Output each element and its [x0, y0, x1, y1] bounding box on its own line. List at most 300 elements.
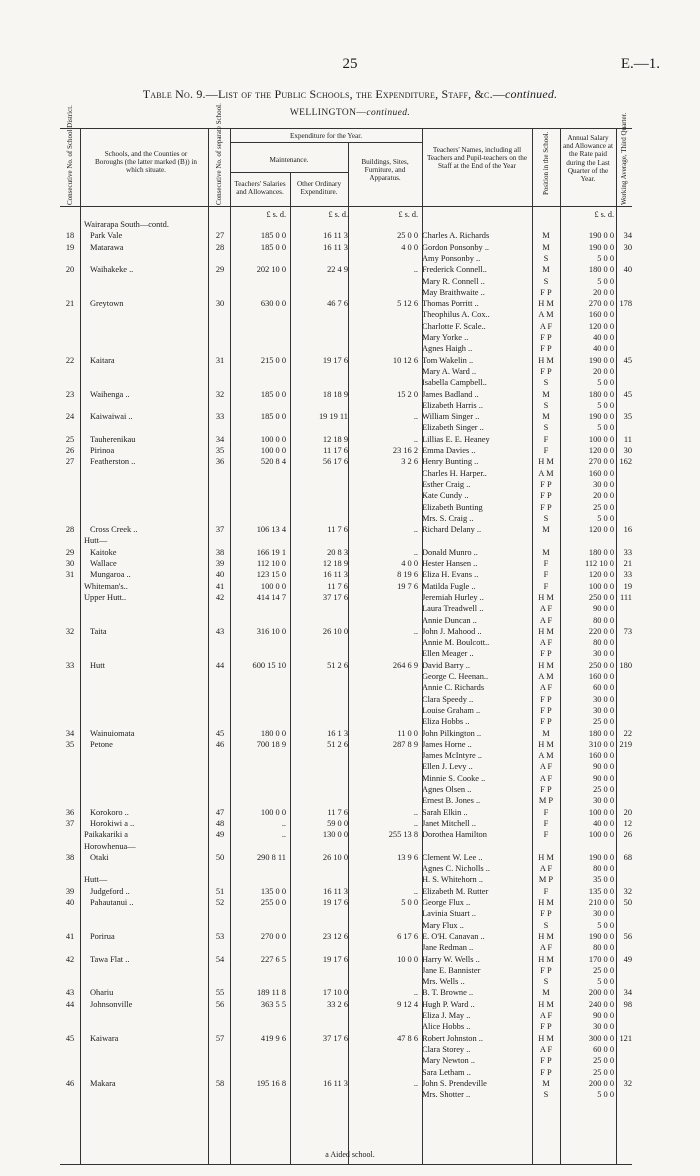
buildings-cell: ..	[413, 818, 418, 828]
teacher-name: Elizabeth Bunting	[422, 502, 483, 512]
buildings-cell: 255 13 8	[388, 830, 418, 840]
buildings-cell: 287 8 9	[392, 739, 418, 749]
annual-salary-cell: 120 0 0	[588, 525, 614, 535]
position-cell: F P	[540, 717, 552, 727]
school-name: Wallace	[90, 559, 117, 568]
position-cell: F	[543, 807, 549, 817]
table-row	[60, 932, 632, 942]
position-cell: M P	[538, 875, 554, 885]
working-average-cell: 45	[623, 355, 632, 365]
annual-salary-cell: 135 0 0	[588, 886, 614, 896]
annual-salary-cell: 30 0 0	[593, 694, 614, 704]
teacher-name: Mary Yorke ..	[422, 333, 469, 342]
working-average-cell: 45	[623, 389, 632, 399]
annual-salary-cell: 80 0 0	[593, 943, 614, 953]
working-average-cell: 178	[619, 299, 632, 309]
table-title	[0, 87, 700, 102]
table-row	[60, 864, 632, 874]
teacher-name: Eliza H. Evans ..	[422, 570, 479, 580]
other-expenditure-cell: 59 0 0	[327, 818, 348, 828]
school-name: Park Vale	[90, 231, 123, 241]
teacher-name: Mrs. Wells ..	[422, 977, 465, 987]
position-cell: F	[543, 886, 549, 896]
buildings-cell: 10 12 6	[392, 355, 418, 365]
buildings-cell: 13 9 6	[397, 852, 418, 862]
teacher-name: George Flux ..	[422, 898, 471, 907]
district-name: WELLINGTON—	[289, 108, 367, 118]
salaries-cell: 100 0 0	[260, 434, 286, 444]
district-number: 25	[65, 434, 75, 444]
other-expenditure-cell: 20 8 3	[327, 547, 348, 557]
separate-school-number: 38	[215, 547, 225, 557]
table-row	[60, 830, 632, 840]
annual-salary-cell: 220 0 0	[588, 626, 614, 636]
teacher-name: James McIntyre ..	[422, 751, 483, 761]
header-salaries: Teachers' Salaries and Allowances.	[234, 180, 286, 197]
table-row	[60, 717, 632, 727]
working-average-cell: 49	[623, 954, 632, 964]
annual-salary-cell: 5 0 0	[597, 1090, 614, 1100]
working-average-cell: 50	[623, 898, 632, 907]
table-row	[60, 536, 632, 546]
table-row	[60, 322, 632, 332]
position-cell: H M	[538, 299, 554, 309]
school-name: Waihenga ..	[90, 389, 130, 399]
position-cell: H M	[538, 355, 554, 365]
teacher-name: E. O'H. Canavan ..	[422, 931, 485, 941]
teacher-name: Elizabeth Harris ..	[422, 400, 483, 410]
salaries-cell: ..	[281, 830, 286, 840]
buildings-cell: 4 0 0	[401, 242, 418, 252]
annual-salary-cell: 5 0 0	[597, 253, 614, 263]
teacher-name: Frederick Connell..	[422, 265, 487, 275]
buildings-cell: ..	[413, 412, 418, 422]
annual-salary-cell: 100 0 0	[588, 807, 614, 817]
header-bottom-rule	[60, 206, 632, 207]
table-row	[60, 435, 632, 445]
teacher-name: Gordon Ponsonby ..	[422, 242, 490, 252]
school-name: Korokoro ..	[90, 807, 129, 817]
table-row	[60, 277, 632, 287]
position-cell: A M	[538, 468, 554, 478]
position-cell: A F	[539, 773, 553, 783]
other-expenditure-cell: 33 2 6	[327, 999, 348, 1009]
working-average-cell: 111	[620, 592, 632, 602]
other-expenditure-cell: 12 18 9	[322, 434, 348, 444]
annual-salary-cell: 90 0 0	[593, 1011, 614, 1020]
table-row	[60, 706, 632, 716]
other-expenditure-cell: 16 11 3	[323, 1078, 348, 1088]
teacher-name: Annie Duncan ..	[422, 615, 477, 625]
annual-salary-cell: 120 0 0	[588, 446, 614, 455]
teacher-name: James Badland ..	[422, 389, 479, 399]
separate-school-number: 27	[215, 231, 225, 241]
table-row	[60, 401, 632, 411]
separate-school-number: 42	[215, 592, 225, 602]
table-row	[60, 1034, 632, 1044]
working-average-cell: 30	[623, 242, 632, 252]
table-row	[60, 695, 632, 705]
position-cell: A M	[538, 672, 554, 681]
position-cell: A F	[539, 1011, 553, 1020]
salaries-cell: 520 8 4	[260, 457, 286, 467]
table-row	[60, 469, 632, 479]
separate-school-number: 46	[215, 739, 225, 749]
maintenance-rule	[230, 172, 348, 173]
other-expenditure-cell: 26 10 0	[322, 626, 348, 636]
teacher-name: Charles H. Harper..	[422, 468, 487, 478]
unit-annual: £ s. d.	[594, 210, 614, 219]
teacher-name: Ellen Meager ..	[422, 649, 474, 659]
table-row	[60, 661, 632, 671]
table-row	[60, 356, 632, 366]
school-name: Hutt—	[84, 875, 108, 885]
table-row	[60, 231, 632, 241]
working-average-cell: 180	[619, 660, 632, 670]
table-row	[60, 570, 632, 580]
header-teachers: Teachers' Names, including all Teachers and Pupil-teachers on the Staff at the End of the Year	[426, 146, 528, 171]
position-cell: F P	[540, 287, 552, 297]
annual-salary-cell: 90 0 0	[593, 773, 614, 783]
annual-salary-cell: 190 0 0	[588, 231, 614, 241]
position-cell: H M	[538, 739, 554, 749]
position-cell: F P	[540, 705, 552, 715]
buildings-cell: 4 0 0	[401, 559, 418, 568]
buildings-cell: ..	[413, 988, 418, 998]
salaries-cell: 316 10 0	[256, 626, 286, 636]
annual-salary-cell: 5 0 0	[597, 513, 614, 523]
annual-salary-cell: 310 0 0	[588, 739, 614, 749]
table-row	[60, 503, 632, 513]
annual-salary-cell: 60 0 0	[593, 683, 614, 693]
units-row	[60, 210, 632, 220]
salaries-cell: 185 0 0	[260, 231, 286, 241]
other-expenditure-cell: 22 4 9	[327, 265, 348, 275]
separate-school-number: 43	[215, 626, 225, 636]
table-row	[60, 412, 632, 422]
teacher-name: Clara Storey ..	[422, 1044, 471, 1054]
teacher-name: Laura Treadwell ..	[422, 604, 484, 614]
position-cell: H M	[538, 1033, 554, 1043]
table-row	[60, 310, 632, 320]
separate-school-number: 55	[215, 988, 225, 998]
working-average-cell: 35	[623, 412, 632, 422]
buildings-cell: 15 2 0	[397, 389, 418, 399]
annual-salary-cell: 25 0 0	[593, 1067, 614, 1077]
teacher-name: Hugh P. Ward ..	[422, 999, 475, 1009]
table-title-tail: continued.	[504, 87, 558, 101]
annual-salary-cell: 80 0 0	[593, 638, 614, 648]
separate-school-number: 47	[215, 807, 225, 817]
other-expenditure-cell: 37 17 6	[322, 1033, 348, 1043]
position-cell: H M	[538, 592, 554, 602]
table-row	[60, 943, 632, 953]
position-cell: M	[542, 242, 550, 252]
other-expenditure-cell: 17 10 0	[322, 988, 348, 998]
other-expenditure-cell: 19 17 6	[322, 355, 348, 365]
teacher-name: Matilda Fugle ..	[422, 581, 476, 591]
annual-salary-cell: 20 0 0	[593, 366, 614, 376]
table-row	[60, 977, 632, 987]
teacher-name: Agnes C. Nicholls ..	[422, 864, 490, 874]
position-cell: A F	[539, 864, 553, 874]
district-number: 39	[65, 886, 75, 896]
table-row	[60, 819, 632, 829]
working-average-cell: 32	[623, 1078, 632, 1088]
table-row	[60, 751, 632, 761]
district-number: 33	[65, 660, 75, 670]
separate-school-number: 31	[215, 355, 225, 365]
unit-salaries: £ s. d.	[266, 210, 286, 219]
district-title	[0, 108, 700, 118]
salaries-cell: 100 0 0	[260, 807, 286, 817]
buildings-cell: 19 7 6	[397, 581, 418, 591]
district-number: 35	[65, 739, 75, 749]
school-name: Kaitara	[90, 355, 115, 365]
separate-school-number: 52	[215, 898, 225, 907]
table-row	[60, 390, 632, 400]
buildings-cell: ..	[413, 525, 418, 535]
teacher-name: May Braithwaite ..	[422, 287, 485, 297]
buildings-cell: ..	[413, 1078, 418, 1088]
position-cell: F	[543, 559, 549, 568]
annual-salary-cell: 25 0 0	[593, 785, 614, 794]
district-number: 37	[65, 818, 75, 828]
table-row	[60, 796, 632, 806]
position-cell: M	[542, 389, 550, 399]
position-cell: F P	[540, 344, 552, 354]
salaries-cell: 166 19 1	[256, 547, 286, 557]
buildings-cell: 5 0 0	[401, 898, 418, 907]
teacher-name: Alice Hobbs ..	[422, 1022, 471, 1032]
salaries-cell: 270 0 0	[260, 931, 286, 941]
teacher-name: Jeremiah Hurley ..	[422, 592, 484, 602]
annual-salary-cell: 180 0 0	[588, 547, 614, 557]
other-expenditure-cell: 12 18 9	[322, 559, 348, 568]
table-row	[60, 491, 632, 501]
annual-salary-cell: 100 0 0	[588, 581, 614, 591]
working-average-cell: 12	[623, 818, 632, 828]
unit-other: £ s. d.	[328, 210, 348, 219]
salaries-cell: 185 0 0	[260, 389, 286, 399]
district-number: 45	[65, 1033, 75, 1043]
salaries-cell: 189 11 8	[256, 988, 286, 998]
buildings-cell: ..	[413, 807, 418, 817]
position-cell: A F	[539, 638, 553, 648]
table-row	[60, 299, 632, 309]
school-name: Ohariu	[90, 988, 114, 998]
other-expenditure-cell: 16 11 3	[323, 231, 348, 241]
annual-salary-cell: 250 0 0	[588, 660, 614, 670]
teacher-name: Eliza Hobbs ..	[422, 717, 470, 727]
district-number: 20	[65, 265, 75, 275]
salaries-cell: 600 15 10	[252, 660, 286, 670]
district-number: 26	[65, 446, 75, 455]
separate-school-number: 34	[215, 434, 225, 444]
teacher-name: John J. Mahood ..	[422, 626, 482, 636]
separate-school-number: 39	[215, 559, 225, 568]
annual-salary-cell: 5 0 0	[597, 276, 614, 286]
table-row	[60, 525, 632, 535]
teacher-name: Esther Craig ..	[422, 479, 471, 489]
table-row	[60, 909, 632, 919]
working-average-cell: 33	[623, 570, 632, 580]
position-cell: F	[543, 446, 549, 455]
district-number: 46	[65, 1078, 75, 1088]
salaries-cell: 185 0 0	[260, 412, 286, 422]
table-row	[60, 265, 632, 275]
teacher-name: Mary R. Connell ..	[422, 276, 485, 286]
school-name: Upper Hutt..	[84, 592, 127, 602]
table-row	[60, 955, 632, 965]
table-row	[60, 1045, 632, 1055]
other-expenditure-cell: 16 11 3	[323, 242, 348, 252]
buildings-cell: 5 12 6	[397, 299, 418, 309]
school-name: Taita	[90, 626, 107, 636]
teacher-name: Kate Cundy ..	[422, 491, 469, 501]
table-row	[60, 344, 632, 354]
table-row	[60, 853, 632, 863]
salaries-cell: 135 0 0	[260, 886, 286, 896]
table-row	[60, 887, 632, 897]
separate-school-number: 35	[215, 446, 225, 455]
separate-school-number: 29	[215, 265, 225, 275]
position-cell: S	[543, 920, 549, 930]
separate-school-number: 30	[215, 299, 225, 309]
position-cell: M P	[538, 796, 554, 806]
separate-school-number: 54	[215, 954, 225, 964]
table-row	[60, 514, 632, 524]
annual-salary-cell: 40 0 0	[593, 818, 614, 828]
working-average-cell: 19	[623, 581, 632, 591]
position-cell: F P	[540, 366, 552, 376]
working-average-cell: 21	[623, 559, 632, 568]
working-average-cell: 34	[623, 231, 632, 241]
buildings-cell: 6 17 6	[397, 931, 418, 941]
table-row	[60, 378, 632, 388]
position-cell: S	[543, 513, 549, 523]
position-cell: M	[542, 728, 550, 738]
position-cell: A M	[538, 310, 554, 320]
table-row	[60, 423, 632, 433]
teacher-name: Sara Letham ..	[422, 1067, 471, 1077]
annual-salary-cell: 30 0 0	[593, 649, 614, 659]
position-cell: S	[543, 400, 549, 410]
annual-salary-cell: 25 0 0	[593, 502, 614, 512]
table-row	[60, 243, 632, 253]
teacher-name: David Barry ..	[422, 660, 470, 670]
table-row	[60, 842, 632, 852]
salaries-cell: 106 13 4	[256, 525, 286, 535]
teacher-name: Elizabeth M. Rutter	[422, 886, 489, 896]
district-number: 36	[65, 807, 75, 817]
position-cell: S	[543, 977, 549, 987]
annual-salary-cell: 190 0 0	[588, 852, 614, 862]
buildings-cell: 3 2 6	[401, 457, 418, 467]
teacher-name: Mrs. Shotter ..	[422, 1090, 471, 1100]
buildings-cell: ..	[413, 886, 418, 896]
teacher-name: Elizabeth Singer ..	[422, 423, 484, 433]
district-number: 44	[65, 999, 75, 1009]
salaries-cell: ..	[281, 818, 286, 828]
table-row	[60, 627, 632, 637]
annual-salary-cell: 160 0 0	[588, 310, 614, 320]
school-name: Otaki	[90, 852, 109, 862]
teacher-name: Emma Davies ..	[422, 446, 476, 455]
other-expenditure-cell: 19 17 6	[322, 898, 348, 907]
teacher-name: Clara Speedy ..	[422, 694, 474, 704]
table-top-rule	[60, 128, 632, 129]
teacher-name: Mary Flux ..	[422, 920, 464, 930]
position-cell: F	[543, 830, 549, 840]
working-average-cell: 30	[623, 446, 632, 455]
header-schools: Schools, and the Counties or Boroughs (the latter marked (B)) in which situate.	[95, 150, 197, 175]
separate-school-number: 56	[215, 999, 225, 1009]
table-row	[60, 774, 632, 784]
separate-school-number: 37	[215, 525, 225, 535]
position-cell: M	[542, 265, 550, 275]
position-cell: H M	[538, 457, 554, 467]
table-row	[60, 1068, 632, 1078]
buildings-cell: 8 19 6	[397, 570, 418, 580]
school-name: Hutt—	[84, 536, 108, 546]
teacher-name: Amy Ponsonby ..	[422, 253, 481, 263]
salaries-cell: 363 5 5	[260, 999, 286, 1009]
position-cell: M	[542, 412, 550, 422]
table-row	[60, 672, 632, 682]
district-number: 22	[65, 355, 75, 365]
header-position: Position in the School.	[542, 131, 550, 195]
position-cell: F P	[540, 1022, 552, 1032]
position-cell: H M	[538, 852, 554, 862]
salaries-cell: 100 0 0	[260, 446, 286, 455]
teacher-name: Mary Newton ..	[422, 1056, 476, 1066]
position-cell: M	[542, 525, 550, 535]
annual-salary-cell: 35 0 0	[593, 875, 614, 885]
header-consecutive-district: Consecutive No. of School District.	[66, 105, 74, 205]
annual-salary-cell: 190 0 0	[588, 242, 614, 252]
position-cell: M	[542, 547, 550, 557]
separate-school-number: 51	[215, 886, 225, 896]
position-cell: H M	[538, 660, 554, 670]
table-row	[60, 1011, 632, 1021]
teacher-name: Charles A. Richards	[422, 231, 490, 241]
annual-salary-cell: 30 0 0	[593, 479, 614, 489]
teacher-name: Hester Hansen ..	[422, 559, 478, 568]
school-name: Matarawa	[90, 242, 124, 252]
teacher-name: Janet Mitchell ..	[422, 818, 476, 828]
working-average-cell: 40	[623, 265, 632, 275]
teacher-name: Donald Munro ..	[422, 547, 478, 557]
other-expenditure-cell: 16 11 3	[323, 570, 348, 580]
position-cell: A F	[539, 321, 553, 331]
annual-salary-cell: 160 0 0	[588, 672, 614, 681]
other-expenditure-cell: 37 17 6	[322, 592, 348, 602]
teacher-name: Dorothea Hamilton	[422, 830, 487, 840]
buildings-cell: ..	[413, 434, 418, 444]
teacher-name: Theophilus A. Cox..	[422, 310, 490, 320]
other-expenditure-cell: 11 7 6	[327, 525, 348, 535]
annual-salary-cell: 25 0 0	[593, 1056, 614, 1066]
position-cell: S	[543, 253, 549, 263]
table-row	[60, 288, 632, 298]
working-average-cell: 22	[623, 728, 632, 738]
salaries-cell: 202 10 0	[256, 265, 286, 275]
teacher-name: Robert Johnston ..	[422, 1033, 483, 1043]
buildings-cell: 264 6 9	[392, 660, 418, 670]
position-cell: F P	[540, 1056, 552, 1066]
page-reference: E.—1.	[620, 56, 660, 72]
